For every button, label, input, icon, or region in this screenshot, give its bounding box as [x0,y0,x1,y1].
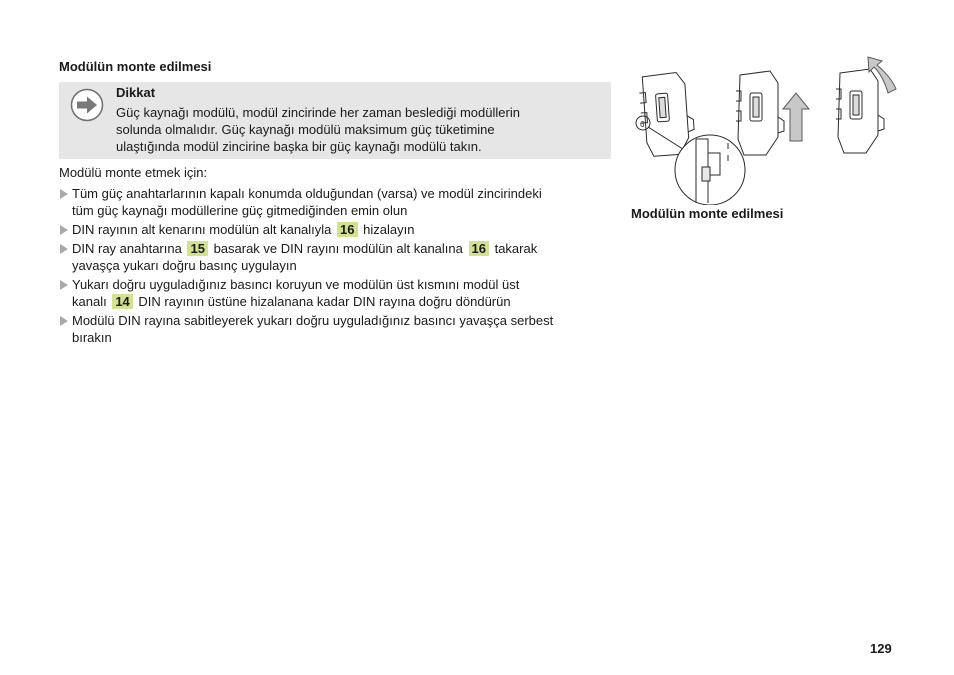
triangle-bullet-icon [60,225,68,235]
step-line [72,293,619,310]
step-text: DIN rayının alt kenarını modülün alt kanalıyla [72,222,332,237]
note-box [59,82,611,159]
step-text: Tüm güç anahtarlarının kapalı konumda olduğundan (varsa) ve modül zincirindeki [72,186,542,201]
step-line [72,312,619,329]
step-line [72,257,619,274]
section-title: Modülün monte edilmesi [59,59,212,74]
triangle-bullet-icon [60,244,68,254]
step-text: DIN rayının üstüne hizalanana kadar DIN rayına doğru döndürün [138,294,511,309]
step-line [72,276,619,293]
step-text: Modülü DIN rayına sabitleyerek yukarı doğru uyguladığınız basıncı yavaşça serbest [72,313,554,328]
reference-badge: 15 [187,241,207,256]
step-item [59,221,619,238]
note-line: ulaştığında modül zincirine başka bir güç kaynağı modülü takın. [116,139,482,154]
step-text: kanalı [72,294,107,309]
step-line [72,221,619,238]
step-text: yavaşça yukarı doğru basınç uygulayın [72,258,297,273]
note-line: Güç kaynağı modülü, modül zincirinde her zaman beslediği modüllerin [116,105,520,120]
reference-badge: 16 [469,241,489,256]
steps-intro: Modülü monte etmek için: [59,165,208,180]
mounting-figure [628,55,908,210]
step-line [72,240,619,257]
step-text: Yukarı doğru uyguladığınız basıncı koruyun ve modülün üst kısmını modül üst [72,277,520,292]
note-line: solunda olmalıdır. Güç kaynağı modülü maksimum güç tüketimine [116,122,495,137]
step-item [59,312,619,346]
module-illustration-icon [628,55,908,205]
note-text [116,104,586,155]
page-number: 129 [870,641,892,656]
step-text: bırakın [72,330,112,345]
step-text: takarak [494,241,538,256]
arrow-up-icon [783,93,809,141]
figure-caption: Modülün monte edilmesi [631,206,784,221]
arrow-right-circle-icon [70,88,104,127]
step-item [59,276,619,310]
triangle-bullet-icon [60,189,68,199]
step-text: hizalayın [363,222,415,237]
reference-badge: 14 [112,294,132,309]
step-text: basarak ve DIN rayını modülün alt kanalına [213,241,463,256]
step-item [59,240,619,274]
triangle-bullet-icon [60,316,68,326]
steps-list [59,185,619,348]
step-line [72,202,619,219]
svg-text:6: 6 [640,120,645,129]
note-title: Dikkat [116,85,156,100]
reference-badge: 16 [337,222,357,237]
step-text: tüm güç kaynağı modüllerine güç gitmediğinden emin olun [72,203,408,218]
step-line [72,185,619,202]
step-item [59,185,619,219]
triangle-bullet-icon [60,280,68,290]
step-text: DIN ray anahtarına [72,241,182,256]
step-line [72,329,619,346]
